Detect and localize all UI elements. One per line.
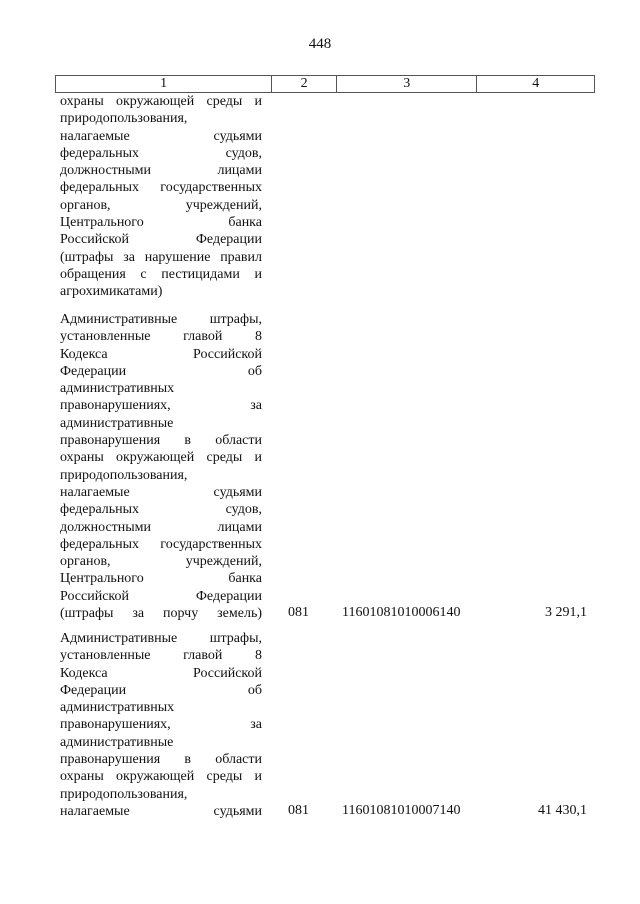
description-line: правонарушениях, за xyxy=(60,717,262,733)
description-line: Административные штрафы, xyxy=(60,631,262,646)
table-header xyxy=(55,75,595,93)
description-line: федеральных судов, xyxy=(60,502,262,518)
description-line: (штрафы за нарушение правил xyxy=(60,249,262,265)
description-line: Федерации об xyxy=(60,363,262,379)
description-line: установленные главой 8 xyxy=(60,648,262,664)
admin-code: 081 xyxy=(288,803,309,818)
header-col-2: 2 xyxy=(272,76,337,92)
description-line: Кодекса Российской xyxy=(60,346,262,362)
description-line: должностными лицами xyxy=(60,519,262,535)
description-line: должностными лицами xyxy=(60,163,262,179)
table-row xyxy=(60,311,595,622)
description-line: природопользования, xyxy=(60,786,188,802)
description-line: органов, учреждений, xyxy=(60,197,262,213)
header-col-1: 1 xyxy=(56,76,272,92)
budget-code: 11601081010007140 xyxy=(342,803,461,818)
description-line: Российской Федерации xyxy=(60,232,262,248)
description-line: Центрального банка xyxy=(60,571,262,587)
description-line: установленные главой 8 xyxy=(60,329,262,345)
row-description xyxy=(60,630,262,820)
description-line: налагаемые судьями xyxy=(60,803,262,819)
header-col-3: 3 xyxy=(337,76,477,92)
description-line: административных xyxy=(60,700,175,716)
description-line: охраны окружающей среды и xyxy=(60,94,262,109)
description-line: федеральных судов, xyxy=(60,145,262,161)
description-line: административные xyxy=(60,415,174,431)
row-description xyxy=(60,311,262,622)
description-line: обращения с пестицидами и xyxy=(60,266,262,282)
description-line: налагаемые судьями xyxy=(60,128,262,144)
description-line: охраны окружающей среды и xyxy=(60,769,262,785)
description-line: правонарушения в области xyxy=(60,752,262,768)
description-line: налагаемые судьями xyxy=(60,484,262,500)
description-line: федеральных государственных xyxy=(60,536,262,552)
description-line: административных xyxy=(60,381,175,397)
description-line: агрохимикатами) xyxy=(60,284,163,300)
description-line: Административные штрафы, xyxy=(60,312,262,327)
description-line: Российской Федерации xyxy=(60,588,262,604)
description-line: правонарушениях, за xyxy=(60,398,262,414)
description-line: природопользования, xyxy=(60,111,188,127)
admin-code: 081 xyxy=(288,605,309,620)
description-line: Кодекса Российской xyxy=(60,665,262,681)
description-line: Федерации об xyxy=(60,682,262,698)
amount: 41 430,1 xyxy=(538,803,587,818)
description-line: правонарушения в области xyxy=(60,433,262,449)
description-line: органов, учреждений, xyxy=(60,554,262,570)
table-row xyxy=(60,630,595,820)
description-line: охраны окружающей среды и xyxy=(60,450,262,466)
budget-code: 11601081010006140 xyxy=(342,605,461,620)
amount: 3 291,1 xyxy=(545,605,587,620)
description-line: (штрафы за порчу земель) xyxy=(60,606,262,622)
row-description xyxy=(60,93,262,301)
description-line: природопользования, xyxy=(60,467,188,483)
header-col-4: 4 xyxy=(532,76,540,91)
page-number: 448 xyxy=(308,36,332,52)
description-line: федеральных государственных xyxy=(60,180,262,196)
description-line: Центрального банка xyxy=(60,215,262,231)
description-line: административные xyxy=(60,734,174,750)
table-row xyxy=(60,93,595,301)
